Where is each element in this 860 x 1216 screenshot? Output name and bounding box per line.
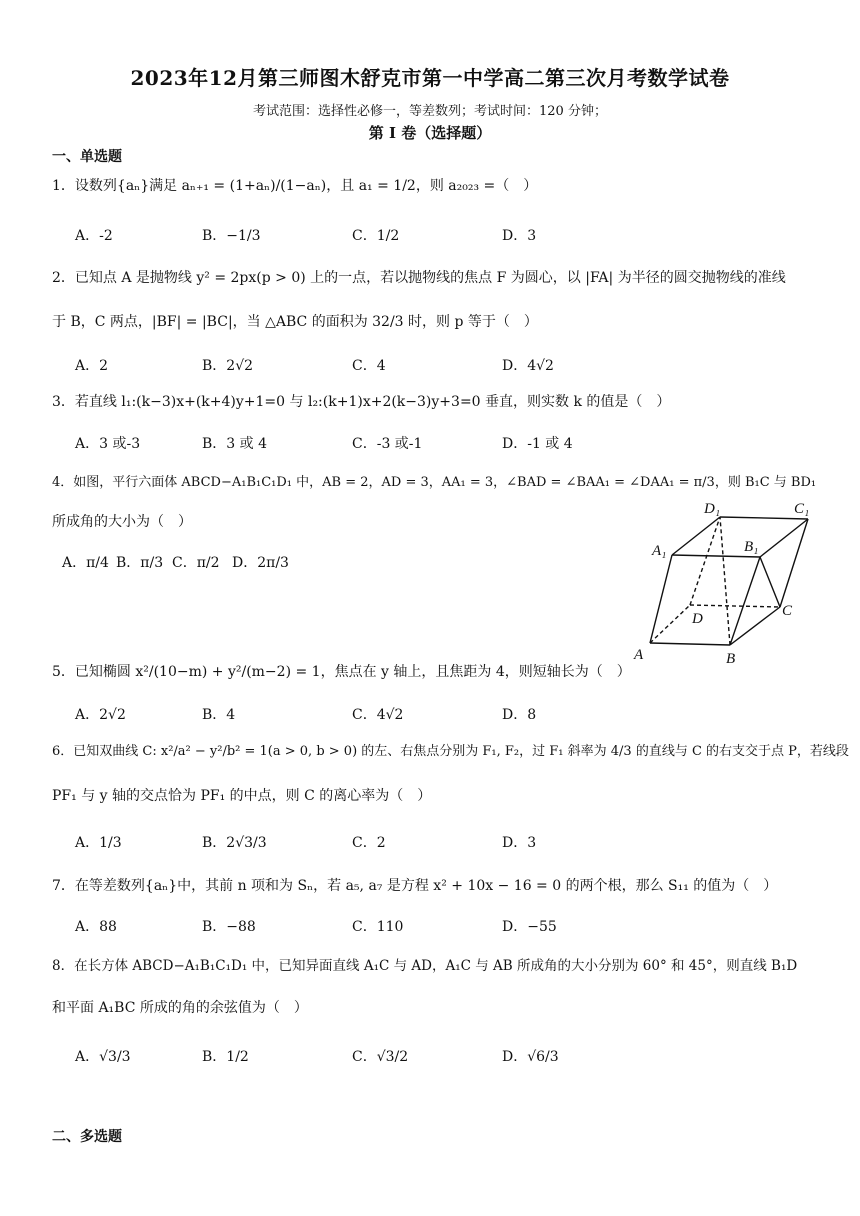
q3-option-a: A．3 或-3: [75, 436, 141, 452]
q6-option-c: C．2: [352, 835, 386, 851]
question-8-line-1: 8．在长方体 ABCD−A₁B₁C₁D₁ 中，已知异面直线 A₁C 与 AD，A₁C 与 AB 所成角的大小分别为 60° 和 45°，则直线 B₁D: [52, 958, 798, 974]
edge-dd1: [690, 517, 720, 605]
edge-bc: [730, 607, 780, 645]
q4-option-c: C．π/2: [172, 555, 220, 571]
q7-option-a: A．88: [75, 919, 117, 935]
question-5: 5．已知椭圆 x²/(10−m) + y²/(m−2) = 1，焦点在 y 轴上，且焦距为 4，则短轴长为（ ）: [52, 664, 631, 680]
q3-option-c: C．-3 或-1: [352, 436, 423, 452]
segment-b1c: [760, 557, 780, 607]
q1-text: 1．设数列{aₙ}满足 aₙ₊₁ = (1+aₙ)/(1−aₙ)，且 a₁ = 1/2，则 a₂₀₂₃ =（ ）: [52, 178, 538, 194]
q5-option-a: A．2√2: [75, 707, 126, 723]
q8-option-a: A．√3/3: [75, 1049, 131, 1065]
q6-option-b: B．2√3/3: [202, 835, 267, 851]
parallelepiped-figure: [630, 495, 810, 670]
edge-a1b1: [672, 555, 760, 557]
edge-bb1: [730, 557, 760, 645]
edge-d1c1: [720, 517, 808, 519]
label-c1: C₁: [794, 501, 810, 517]
label-a1: A₁: [652, 543, 667, 559]
q5-option-b: B．4: [202, 707, 236, 723]
question-2-line-2: 于 B，C 两点，|BF| = |BC|，当 △ABC 的面积为 32/3 时，则 p 等于（ ）: [52, 314, 538, 330]
question-1: [52, 176, 537, 196]
volume-heading: 第 I 卷（选择题）: [368, 124, 492, 142]
q5-option-c: C．4√2: [352, 707, 404, 723]
edge-cc1: [780, 519, 808, 607]
q6-option-d: D．3: [502, 835, 537, 851]
q6-option-a: A．1/3: [75, 835, 122, 851]
q1-option-c: C．1/2: [352, 228, 400, 244]
segment-bd1: [720, 517, 730, 645]
q3-option-d: D．-1 或 4: [502, 436, 573, 452]
question-6-line-1: 6．已知双曲线 C: x²/a² − y²/b² = 1(a > 0, b > 0) 的左、右焦点分别为 F₁, F₂，过 F₁ 斜率为 4/3 的直线与 C 的右支交于点 P，若线段: [52, 744, 849, 759]
q7-option-c: C．110: [352, 919, 404, 935]
exam-title: 2023年12月第三师图木舒克市第一中学高二第三次月考数学试卷: [130, 66, 730, 90]
edge-ad: [650, 605, 690, 643]
label-c: C: [782, 603, 793, 619]
section-multiple-choice: 二、多选题: [52, 1129, 122, 1145]
question-8-line-2: 和平面 A₁BC 所成的角的余弦值为（ ）: [52, 1000, 308, 1016]
label-a: A: [634, 647, 644, 663]
q1-option-b: B．−1/3: [202, 228, 261, 244]
q8-option-b: B．1/2: [202, 1049, 249, 1065]
q5-option-d: D．8: [502, 707, 537, 723]
edge-aa1: [650, 555, 672, 643]
question-2-line-1: 2．已知点 A 是抛物线 y² = 2px(p > 0) 上的一点，若以抛物线的焦点 F 为圆心，以 |FA| 为半径的圆交抛物线的准线: [52, 270, 786, 286]
q2-option-d: D．4√2: [502, 358, 554, 374]
section-single-choice: 一、单选题: [52, 149, 122, 165]
question-6-line-2: PF₁ 与 y 轴的交点恰为 PF₁ 的中点，则 C 的离心率为（ ）: [52, 788, 432, 804]
label-d: D: [692, 611, 703, 627]
question-4-line-1: 4．如图，平行六面体 ABCD−A₁B₁C₁D₁ 中，AB = 2，AD = 3，AA₁ = 3，∠BAD = ∠BAA₁ = ∠DAA₁ = π/3，则 B₁C 与 BD₁: [52, 475, 817, 490]
edge-b1c1: [760, 519, 808, 557]
q1-option-a: A．-2: [75, 228, 113, 244]
exam-subtitle: 考试范围：选择性必修一，等差数列；考试时间：120 分钟；: [253, 104, 607, 119]
q2-option-a: A．2: [75, 358, 109, 374]
q4-option-a: A．π/4: [62, 555, 109, 571]
q2-option-c: C．4: [352, 358, 386, 374]
question-3: 3．若直线 l₁:(k−3)x+(k+4)y+1=0 与 l₂:(k+1)x+2(k−3)y+3=0 垂直，则实数 k 的值是（ ）: [52, 394, 671, 410]
edge-ab: [650, 643, 730, 645]
q8-option-c: C．√3/2: [352, 1049, 409, 1065]
label-d1: D₁: [704, 501, 721, 517]
q4-option-d: D．2π/3: [232, 555, 289, 571]
q3-option-b: B．3 或 4: [202, 436, 268, 452]
q2-option-b: B．2√2: [202, 358, 254, 374]
q8-option-d: D．√6/3: [502, 1049, 559, 1065]
q4-option-b: B．π/3: [116, 555, 164, 571]
q1-option-d: D．3: [502, 228, 537, 244]
q7-option-d: D．−55: [502, 919, 557, 935]
edge-dc: [690, 605, 780, 607]
label-b: B: [726, 651, 736, 667]
question-7: 7．在等差数列{aₙ}中，其前 n 项和为 Sₙ，若 a₅, a₇ 是方程 x² + 10x − 16 = 0 的两个根，那么 S₁₁ 的值为（ ）: [52, 878, 778, 894]
q7-option-b: B．−88: [202, 919, 256, 935]
label-b1: B₁: [744, 539, 759, 555]
question-4-line-2: 所成角的大小为（ ）: [52, 514, 192, 530]
